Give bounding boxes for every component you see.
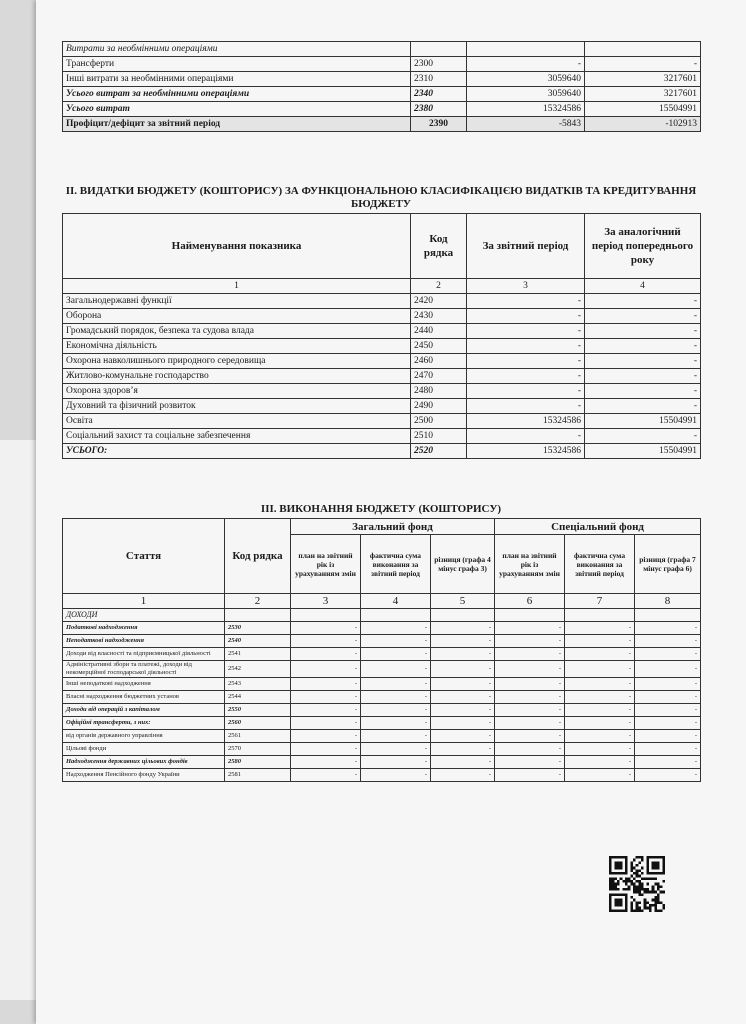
value-current: -	[467, 324, 585, 339]
value-previous: -	[585, 309, 701, 324]
row-code: 2460	[411, 354, 467, 369]
table-row	[63, 324, 701, 339]
value-dash: -	[565, 635, 635, 648]
value-dash: -	[495, 635, 565, 648]
value-dash: -	[361, 691, 431, 704]
value-dash: -	[291, 678, 361, 691]
value-dash: -	[565, 704, 635, 717]
value-dash: -	[635, 743, 701, 756]
row-code: 2310	[411, 72, 467, 87]
value-dash: -	[431, 743, 495, 756]
row-code: 2544	[225, 691, 291, 704]
qr-code	[609, 856, 665, 912]
col-number: 7	[565, 594, 635, 609]
table-row	[63, 294, 701, 309]
header-plan: план на звітний рік із урахуванням змін	[291, 535, 361, 594]
col-number: 3	[467, 279, 585, 294]
value-dash: -	[431, 717, 495, 730]
value-dash: -	[565, 661, 635, 678]
value-dash: -	[291, 622, 361, 635]
row-code: 2390	[411, 117, 467, 132]
row-name: від органів державного управління	[63, 730, 225, 743]
row-name: Загальнодержавні функції	[63, 294, 411, 309]
value-dash: -	[565, 678, 635, 691]
row-name: Витрати за необмінними операціями	[63, 42, 411, 57]
row-code: 2540	[225, 635, 291, 648]
row-code: 2500	[411, 414, 467, 429]
value-dash: -	[361, 622, 431, 635]
row-code: 2543	[225, 678, 291, 691]
value-dash: -	[635, 635, 701, 648]
value-previous: 3217601	[585, 72, 701, 87]
col-number: 4	[361, 594, 431, 609]
row-name: Громадський порядок, безпека та судова влада	[63, 324, 411, 339]
value-dash: -	[495, 661, 565, 678]
header-diff: різниця (графа 7 мінус графа 6)	[635, 535, 701, 594]
value-current: -	[467, 57, 585, 72]
table-row	[63, 648, 701, 661]
row-name: Соціальний захист та соціальне забезпечення	[63, 429, 411, 444]
table-row	[63, 429, 701, 444]
header-code: Код рядка	[411, 214, 467, 279]
value-previous: 15504991	[585, 414, 701, 429]
row-code: 2430	[411, 309, 467, 324]
table-row	[63, 678, 701, 691]
row-name: Доходи від власності та підприємницької діяльності	[63, 648, 225, 661]
value-previous: 15504991	[585, 102, 701, 117]
header-code: Код рядка	[225, 519, 291, 594]
table-row	[63, 309, 701, 324]
value-dash: -	[565, 622, 635, 635]
value-dash: -	[291, 730, 361, 743]
value-dash: -	[635, 622, 701, 635]
row-name: Надходження Пенсійного фонду України	[63, 769, 225, 782]
value-dash: -	[635, 730, 701, 743]
row-name: Офіційні трансферти, з них:	[63, 717, 225, 730]
value-dash: -	[291, 756, 361, 769]
row-name: Доходи від операцій з капіталом	[63, 704, 225, 717]
value-current: 15324586	[467, 102, 585, 117]
value-dash: -	[635, 661, 701, 678]
value-dash: -	[361, 635, 431, 648]
value-previous: -	[585, 384, 701, 399]
row-code: 2580	[225, 756, 291, 769]
value-dash: -	[291, 648, 361, 661]
value-previous: -	[585, 339, 701, 354]
value-current: -	[467, 384, 585, 399]
table-row	[63, 444, 701, 459]
row-code: 2440	[411, 324, 467, 339]
row-name: УСЬОГО:	[63, 444, 411, 459]
value-dash: -	[431, 691, 495, 704]
row-name: Усього витрат	[63, 102, 411, 117]
col-number: 2	[225, 594, 291, 609]
table-row	[63, 354, 701, 369]
value-dash: -	[495, 756, 565, 769]
row-code: 2510	[411, 429, 467, 444]
value-previous	[585, 42, 701, 57]
table-row	[63, 339, 701, 354]
row-code: 2450	[411, 339, 467, 354]
value-dash: -	[291, 661, 361, 678]
value-dash: -	[565, 717, 635, 730]
row-name: Інші витрати за необмінними операціями	[63, 72, 411, 87]
value-dash: -	[291, 691, 361, 704]
value-dash: -	[495, 769, 565, 782]
expenditure-table	[62, 213, 701, 459]
row-code: 2530	[225, 622, 291, 635]
value-current: 15324586	[467, 444, 585, 459]
value-dash: -	[495, 704, 565, 717]
table-row	[63, 117, 701, 132]
value-dash: -	[361, 730, 431, 743]
row-code: 2542	[225, 661, 291, 678]
row-code: 2300	[411, 57, 467, 72]
value-dash: -	[431, 704, 495, 717]
value-dash: -	[495, 730, 565, 743]
value-current	[467, 42, 585, 57]
section-label-income: ДОХОДИ	[63, 609, 225, 622]
header-period: За звітний період	[467, 214, 585, 279]
row-code: 2490	[411, 399, 467, 414]
value-current: 3059640	[467, 87, 585, 102]
header-indicator: Найменування показника	[63, 214, 411, 279]
table-row	[63, 769, 701, 782]
row-name: Адміністративні збори та платежі, доходи від некомерційної господарської діяльності	[63, 661, 225, 678]
row-name: Духовний та фізичний розвиток	[63, 399, 411, 414]
value-dash: -	[495, 717, 565, 730]
value-dash: -	[565, 730, 635, 743]
row-code: 2340	[411, 87, 467, 102]
value-dash: -	[431, 730, 495, 743]
value-dash: -	[431, 678, 495, 691]
value-current: -	[467, 354, 585, 369]
value-dash: -	[291, 704, 361, 717]
table-row	[63, 57, 701, 72]
row-code: 2380	[411, 102, 467, 117]
value-dash: -	[565, 648, 635, 661]
value-dash: -	[361, 717, 431, 730]
row-name: Житлово-комунальне господарство	[63, 369, 411, 384]
row-name: Неподаткові надходження	[63, 635, 225, 648]
top-table	[62, 41, 701, 132]
col-number: 1	[63, 279, 411, 294]
value-previous: -	[585, 324, 701, 339]
table-row	[63, 414, 701, 429]
table-row	[63, 399, 701, 414]
table-row	[63, 369, 701, 384]
row-code: 2581	[225, 769, 291, 782]
value-dash: -	[495, 622, 565, 635]
header-article: Стаття	[63, 519, 225, 594]
value-dash: -	[635, 769, 701, 782]
value-dash: -	[565, 769, 635, 782]
table-row	[63, 635, 701, 648]
value-dash: -	[431, 769, 495, 782]
value-current: 15324586	[467, 414, 585, 429]
table-row	[63, 691, 701, 704]
value-previous: -	[585, 399, 701, 414]
row-name: Усього витрат за необмінними операціями	[63, 87, 411, 102]
table-row	[63, 384, 701, 399]
value-dash: -	[291, 743, 361, 756]
value-previous: -	[585, 429, 701, 444]
value-dash: -	[361, 756, 431, 769]
col-number: 2	[411, 279, 467, 294]
table-row	[63, 102, 701, 117]
header-diff: різниця (графа 4 мінус графа 3)	[431, 535, 495, 594]
value-previous: 15504991	[585, 444, 701, 459]
value-dash: -	[565, 756, 635, 769]
row-name: Охорона навколишнього природного середовища	[63, 354, 411, 369]
header-prev-period: За аналогічний період попереднього року	[585, 214, 701, 279]
value-dash: -	[495, 691, 565, 704]
value-dash: -	[635, 648, 701, 661]
table-row	[63, 704, 701, 717]
row-name: Оборона	[63, 309, 411, 324]
value-dash: -	[495, 678, 565, 691]
row-code: 2560	[225, 717, 291, 730]
value-current: -	[467, 339, 585, 354]
value-dash: -	[635, 717, 701, 730]
row-code	[411, 42, 467, 57]
header-plan: план на звітний рік із урахуванням змін	[495, 535, 565, 594]
budget-execution-table	[62, 518, 701, 782]
value-dash: -	[361, 704, 431, 717]
row-name: Надходження державних цільових фондів	[63, 756, 225, 769]
table-row	[63, 42, 701, 57]
value-current: -	[467, 294, 585, 309]
value-dash: -	[361, 769, 431, 782]
value-dash: -	[291, 635, 361, 648]
value-dash: -	[495, 743, 565, 756]
header-actual: фактична сума виконання за звітний період	[565, 535, 635, 594]
value-dash: -	[565, 743, 635, 756]
value-dash: -	[635, 756, 701, 769]
row-code: 2550	[225, 704, 291, 717]
value-current: -	[467, 309, 585, 324]
row-code: 2420	[411, 294, 467, 309]
value-current: -	[467, 369, 585, 384]
table-row	[63, 730, 701, 743]
col-number: 5	[431, 594, 495, 609]
row-name: Цільові фонди	[63, 743, 225, 756]
row-code: 2561	[225, 730, 291, 743]
row-code: 2541	[225, 648, 291, 661]
value-dash: -	[431, 661, 495, 678]
row-name: Інші неподаткові надходження	[63, 678, 225, 691]
value-dash: -	[361, 661, 431, 678]
value-dash: -	[635, 678, 701, 691]
table-row	[63, 661, 701, 678]
value-dash: -	[431, 635, 495, 648]
value-dash: -	[361, 648, 431, 661]
value-current: 3059640	[467, 72, 585, 87]
value-dash: -	[361, 678, 431, 691]
value-previous: -	[585, 294, 701, 309]
table-row	[63, 743, 701, 756]
row-code: 2480	[411, 384, 467, 399]
row-name: Податкові надходження	[63, 622, 225, 635]
row-name: Охорона здоров’я	[63, 384, 411, 399]
table-row	[63, 717, 701, 730]
row-name: Власні надходження бюджетних установ	[63, 691, 225, 704]
value-previous: 3217601	[585, 87, 701, 102]
table-row	[63, 756, 701, 769]
value-previous: -	[585, 354, 701, 369]
row-name: Профіцит/дефіцит за звітний період	[63, 117, 411, 132]
value-dash: -	[565, 691, 635, 704]
col-number: 6	[495, 594, 565, 609]
col-number: 3	[291, 594, 361, 609]
value-current: -	[467, 429, 585, 444]
section-3-title: ІІІ. ВИКОНАННЯ БЮДЖЕТУ (КОШТОРИСУ)	[260, 503, 502, 515]
value-dash: -	[635, 691, 701, 704]
value-previous: -102913	[585, 117, 701, 132]
value-current: -	[467, 399, 585, 414]
value-previous: -	[585, 57, 701, 72]
value-previous: -	[585, 369, 701, 384]
table-row	[63, 72, 701, 87]
value-dash: -	[431, 756, 495, 769]
table-row	[63, 622, 701, 635]
col-number: 1	[63, 594, 225, 609]
value-current: -5843	[467, 117, 585, 132]
header-actual: фактична сума виконання за звітний період	[361, 535, 431, 594]
row-code: 2520	[411, 444, 467, 459]
value-dash: -	[431, 648, 495, 661]
value-dash: -	[431, 622, 495, 635]
value-dash: -	[635, 704, 701, 717]
row-name: Економічна діяльність	[63, 339, 411, 354]
row-code: 2570	[225, 743, 291, 756]
row-name: Освіта	[63, 414, 411, 429]
value-dash: -	[291, 717, 361, 730]
col-number: 4	[585, 279, 701, 294]
header-special-fund: Спеціальний фонд	[495, 519, 701, 535]
row-code: 2470	[411, 369, 467, 384]
header-general-fund: Загальний фонд	[291, 519, 495, 535]
section-2-title: ІІ. ВИДАТКИ БЮДЖЕТУ (КОШТОРИСУ) ЗА ФУНКЦІОНАЛЬНОЮ КЛАСИФІКАЦІЄЮ ВИДАТКІВ ТА КРЕДИТУВАННЯ БЮДЖЕТУ	[65, 185, 697, 210]
value-dash: -	[291, 769, 361, 782]
col-number: 8	[635, 594, 701, 609]
value-dash: -	[361, 743, 431, 756]
row-name: Трансферти	[63, 57, 411, 72]
value-dash: -	[495, 648, 565, 661]
table-row	[63, 87, 701, 102]
